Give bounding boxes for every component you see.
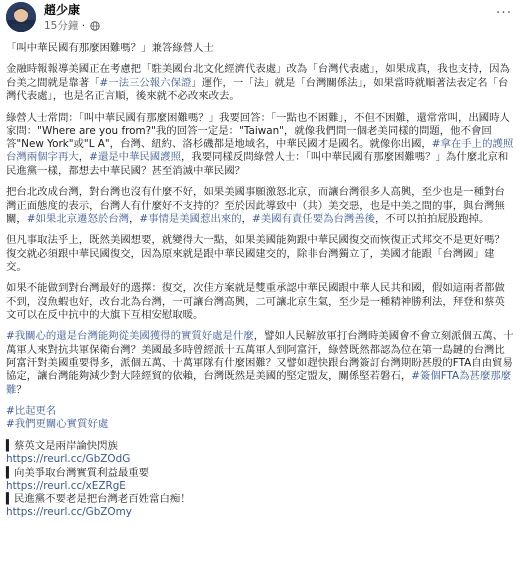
link-title: ▍民進黨不要老是把台灣老百姓當白痴！ <box>6 493 191 506</box>
hashtag-link[interactable]: #一法三公報六保證 <box>99 76 192 89</box>
external-link[interactable]: https://reurl.cc/GbZOmy <box>6 506 132 519</box>
post-paragraph-7 <box>6 330 514 396</box>
post-paragraph-1: 「叫中華民國有那麼困難嗎？」兼答綠營人士 <box>6 42 214 54</box>
post-text: 綠營人士常問：「叫中華民國有那麼困難嗎？」我要回答：「一點也不困難」，不但不困難，還常常叫，出國時人家問："Where are you from?"我的回答一定是："Taiwan"，就像我們問一個老美同樣的問題，他不會回答"New York"或"L A"，台灣、紐約、洛杉磯都是地域名，中華民國才是國名。就像你出國， <box>6 111 510 151</box>
post-text: ？ <box>16 383 27 396</box>
avatar-image <box>6 2 36 32</box>
post-paragraph-3 <box>6 112 514 178</box>
link-title-text: 民進黨不要老是把台灣老百姓當白痴！ <box>14 493 191 506</box>
post-text: 」運作，一「法」就是「台灣關係法」，如果當時就順著法表定名「台灣代表處」，也是名正言順，後來就不必改來改去。 <box>6 76 509 103</box>
post-text: 金融時報報導美國正在考慮把「駐美國台北文化經濟代表處」改為「台灣代表處」，如果成真，我也支持，因為台美之間就是靠著「 <box>6 63 510 89</box>
post-tags <box>6 405 514 432</box>
hashtag-link[interactable]: #還是中華民國護照 <box>89 151 181 164</box>
hashtag-link[interactable]: #事情是美國惹出來的 <box>139 212 242 225</box>
hashtag-link[interactable]: #簽個FTA為甚麼那麼難 <box>6 370 512 396</box>
post-header <box>0 0 524 36</box>
post-text: ， <box>241 212 253 225</box>
post-text: 把台北改成台灣，對台灣也沒有什麼不好，如果美國事願激怒北京，而讓台灣很多人高興，至少也是一種對台灣正面態度的表示，台灣人有什麼好不支持的？至於因此導致中（共）美交惡，也是中美之間的事，與台灣無關， <box>6 186 505 225</box>
post-text: ，不可以拍拍屁股跑掉。 <box>375 212 490 225</box>
post-links <box>6 440 514 520</box>
post-body <box>6 42 514 528</box>
hashtag-link[interactable]: #我關心的還是台灣能夠從美國獲得的實質好處是什麼 <box>6 330 254 343</box>
post-time[interactable]: 15分鐘 <box>44 20 79 32</box>
link-title-text: 蔡英文是兩岸論快閃族 <box>14 439 118 452</box>
hashtag-link[interactable]: #拿在手上的護照台灣兩個字再大 <box>6 138 514 164</box>
link-title-text: 向美爭取台灣實質利益最重要 <box>14 466 150 479</box>
post-text: ， <box>129 212 140 225</box>
link-title: ▍向美爭取台灣實質利益最重要 <box>6 466 150 479</box>
link-title: ▍蔡英文是兩岸論快閃族 <box>6 439 118 452</box>
post-meta <box>44 18 100 33</box>
post-paragraph-6: 如果不能做到對台灣最好的選擇：復交，次佳方案就是雙重承認中華民國跟中華人民共和國，假如這兩者都做不到，沒魚蝦也好，改台北為台灣，一可讓台灣高興，二可讓北京生氣，至少是一種精神勝利法，拜登和蔡英文可以在反中抗中的大旗下互相安慰取暖。 <box>6 282 505 321</box>
author-name[interactable]: 趙少康 <box>44 3 81 17</box>
post-paragraph-2 <box>6 63 514 103</box>
hashtag-link[interactable]: #如果北京遷怒於台灣 <box>26 212 130 225</box>
author-avatar[interactable] <box>6 2 36 32</box>
hashtag-link[interactable]: #比起更名 <box>6 405 57 418</box>
post-text: ，譬如人民解放軍打台灣時美國會不會立刻派個五萬、十萬軍人來對抗共軍保衛台灣？美國最多時曾經派十五萬軍人到阿富汗，綠營既然都認為位在第一島鏈的台灣比阿富汗對美國重要得多，派個五萬、十萬軍隊有什麼困難？又譬如趕快跟台灣簽訂台灣期盼甚殷的FTA自由貿易協定，讓台灣能夠減少對大陸經貿的依賴，台灣既然是美國的堅定盟友，關係堅若磐石， <box>6 330 514 383</box>
post-text: ，我要同樣反問綠營人士：「叫中華民國有那麼困難嗎？」為什麼北京和民進黨一樣，都想去中華民國？甚至消滅中華民國？ <box>6 151 509 177</box>
more-options-icon[interactable]: ··· <box>495 5 513 21</box>
post-paragraph-5: 但凡事取法乎上，既然美國想要，就變得大一點，如果美國能夠跟中華民國復交而恢復正式邦交不是更好嗎？復交就必須跟中華民國復交，因為原來就是跟中華民國建交的，除非台灣獨立了，美國才能跟「台灣國」建交。 <box>6 234 505 273</box>
hashtag-link[interactable]: #美國有責任要為台灣善後 <box>252 212 376 225</box>
post-text: ， <box>78 151 90 164</box>
external-link[interactable]: https://reurl.cc/xEZRgE <box>6 479 126 492</box>
meta-separator: · <box>81 20 86 32</box>
globe-icon[interactable] <box>90 21 100 31</box>
post-paragraph-4 <box>6 186 514 226</box>
hashtag-link[interactable]: #我們更關心實質好處 <box>6 418 109 431</box>
external-link[interactable]: https://reurl.cc/GbZOdG <box>6 453 131 466</box>
